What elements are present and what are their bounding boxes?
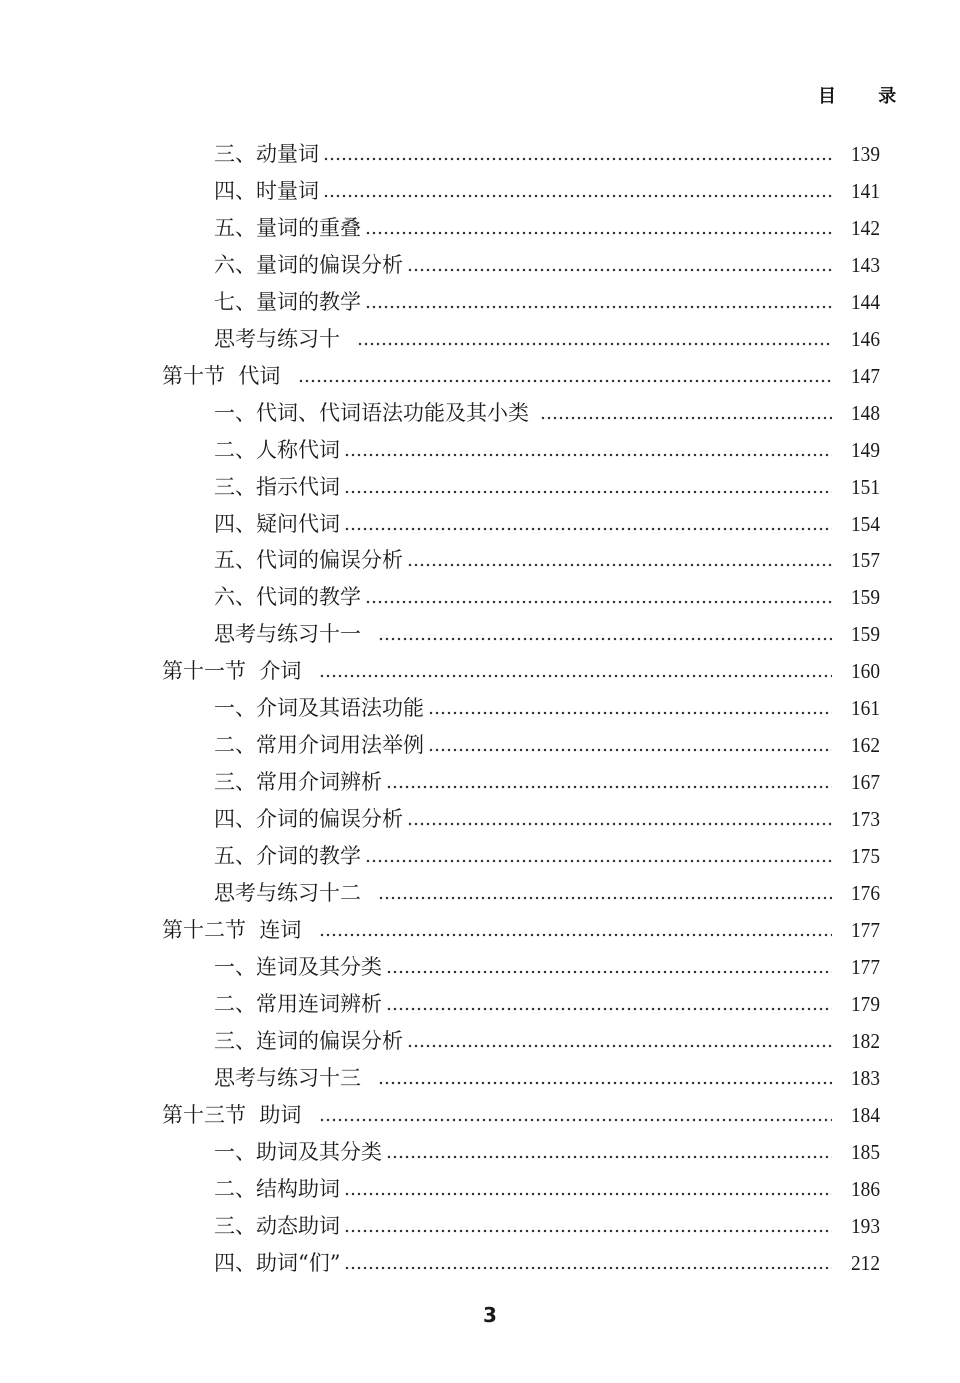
toc-entry-page: 173 — [851, 807, 880, 832]
toc-entry — [214, 617, 880, 651]
toc-entry — [214, 876, 880, 910]
toc-entry-page: 143 — [851, 252, 880, 277]
toc-entry-page: 177 — [851, 954, 880, 979]
page-number: 3 — [483, 1303, 497, 1327]
toc-entry — [214, 691, 880, 725]
dot-leader — [428, 728, 832, 762]
toc-entry — [214, 1024, 880, 1058]
dot-leader — [323, 137, 832, 171]
toc-entry-page: 175 — [851, 844, 880, 869]
toc-entry-title: 思考与练习十一 — [214, 622, 375, 647]
dot-leader — [319, 654, 832, 688]
dot-leader — [407, 802, 832, 836]
toc-entry — [214, 765, 880, 799]
toc-entry — [214, 396, 880, 430]
toc-entry-page: 139 — [851, 142, 880, 166]
dot-leader — [344, 1172, 832, 1206]
toc-entry — [214, 1246, 880, 1280]
dot-leader — [386, 987, 832, 1021]
toc-entry-page: 177 — [851, 917, 880, 942]
dot-leader — [386, 1135, 832, 1169]
dot-leader — [378, 1061, 832, 1095]
toc-entry-title: 二、常用介词用法举例 — [214, 733, 424, 758]
toc-entry-page: 186 — [851, 1176, 880, 1201]
toc-entry — [214, 322, 880, 356]
toc-entry-title: 四、助词“们” — [214, 1250, 341, 1275]
toc-entry — [214, 543, 880, 577]
dot-leader — [378, 617, 832, 651]
toc-entry-page: 185 — [851, 1139, 880, 1164]
toc-entry-title: 一、介词及其语法功能 — [214, 696, 424, 721]
toc-entry-title: 三、连词的偏误分析 — [214, 1028, 403, 1053]
toc-entry-title: 第十节 代词 — [162, 363, 294, 388]
dot-leader — [298, 359, 832, 393]
toc-entry-title: 二、结构助词 — [214, 1176, 340, 1201]
toc-entry-page: 147 — [851, 363, 880, 388]
dot-leader — [428, 691, 832, 725]
toc-entry-page: 142 — [851, 215, 880, 240]
toc-entry — [214, 728, 880, 762]
dot-leader — [365, 839, 832, 873]
dot-leader — [386, 950, 832, 984]
dot-leader — [407, 248, 832, 282]
toc-entry-title: 三、指示代词 — [214, 474, 340, 499]
dot-leader — [344, 470, 832, 504]
toc-entry — [214, 285, 880, 319]
toc-entry-title: 思考与练习十二 — [214, 881, 375, 905]
toc-entry — [214, 137, 880, 171]
toc-section-entry — [162, 654, 880, 688]
toc-entry-page: 167 — [851, 770, 880, 795]
toc-entry-page: 160 — [851, 659, 880, 684]
toc-entry-page: 146 — [851, 326, 880, 351]
dot-leader — [365, 211, 832, 245]
toc-entry-page: 159 — [851, 622, 880, 647]
toc-entry-title: 一、代词、代词语法功能及其小类 — [214, 400, 536, 425]
toc-entry-page: 184 — [851, 1102, 880, 1127]
toc-entry-title: 五、介词的教学 — [214, 844, 361, 869]
toc-entry-title: 四、时量词 — [214, 178, 319, 203]
toc-entry — [214, 580, 880, 614]
running-head-title: 目 录 — [818, 86, 915, 107]
toc-entry-page: 157 — [851, 548, 880, 573]
dot-leader — [323, 174, 832, 208]
dot-leader — [319, 1098, 832, 1132]
toc-entry-title: 三、常用介词辨析 — [214, 770, 382, 795]
toc-entry — [214, 211, 880, 245]
dot-leader — [365, 285, 832, 319]
toc-entry-title: 二、常用连词辨析 — [214, 991, 382, 1016]
toc-entry — [214, 950, 880, 984]
toc-entry-page: 149 — [851, 437, 880, 462]
toc-section-entry — [162, 359, 880, 393]
toc-entry-title: 七、量词的教学 — [214, 289, 361, 314]
toc-entry — [214, 1172, 880, 1206]
dot-leader — [319, 913, 832, 947]
dot-leader — [344, 433, 832, 467]
toc-entry — [214, 1061, 880, 1095]
dot-leader — [407, 1024, 832, 1058]
toc-entry-page: 154 — [851, 511, 880, 536]
dot-leader — [378, 876, 832, 910]
dot-leader — [386, 765, 832, 799]
toc-entry — [214, 248, 880, 282]
dot-leader — [407, 543, 832, 577]
toc-entry-page: 176 — [851, 881, 880, 905]
toc-entry — [214, 507, 880, 541]
toc-entry-page: 148 — [851, 400, 880, 425]
toc-entry-page: 141 — [851, 178, 880, 203]
toc-entry — [214, 987, 880, 1021]
dot-leader — [540, 396, 832, 430]
toc-entry-title: 三、动态助词 — [214, 1213, 340, 1238]
toc-entry-title: 思考与练习十三 — [214, 1065, 375, 1090]
toc-entry-page: 162 — [851, 733, 880, 758]
toc-entry-title: 一、助词及其分类 — [214, 1139, 382, 1164]
toc-entry-page: 182 — [851, 1028, 880, 1053]
toc-section-entry — [162, 1098, 880, 1132]
dot-leader — [365, 580, 832, 614]
toc-entry-title: 第十二节 连词 — [162, 917, 315, 942]
toc-section-entry — [162, 913, 880, 947]
toc-entry — [214, 802, 880, 836]
toc-entry — [214, 1209, 880, 1243]
toc-entry-title: 思考与练习十 — [214, 326, 354, 351]
toc-entry — [214, 433, 880, 467]
toc-entry-title: 四、介词的偏误分析 — [214, 807, 403, 832]
toc-entry — [214, 470, 880, 504]
toc-entry-page: 144 — [851, 289, 880, 314]
toc-entry-title: 第十一节 介词 — [162, 659, 315, 684]
toc-entry-title: 一、连词及其分类 — [214, 954, 382, 979]
toc-entry — [214, 1135, 880, 1169]
toc-entry-title: 六、代词的教学 — [214, 585, 361, 610]
dot-leader — [344, 1246, 832, 1280]
toc-entry-page: 151 — [851, 474, 880, 499]
toc-entry — [214, 839, 880, 873]
dot-leader — [357, 322, 832, 356]
toc-entry-title: 三、动量词 — [214, 142, 319, 166]
toc-entry-page: 193 — [851, 1213, 880, 1238]
toc-entry-title: 五、量词的重叠 — [214, 215, 361, 240]
dot-leader — [344, 507, 832, 541]
toc-entry-page: 179 — [851, 991, 880, 1016]
toc-entry-title: 二、人称代词 — [214, 437, 340, 462]
toc-entry-title: 五、代词的偏误分析 — [214, 548, 403, 573]
toc-entry-title: 六、量词的偏误分析 — [214, 252, 403, 277]
toc-entry-page: 183 — [851, 1065, 880, 1090]
dot-leader — [344, 1209, 832, 1243]
toc-entry-title: 第十三节 助词 — [162, 1102, 315, 1127]
toc-entry-page: 161 — [851, 696, 880, 721]
toc-entry-title: 四、疑问代词 — [214, 511, 340, 536]
toc-entry-page: 159 — [851, 585, 880, 610]
toc-entry-page: 212 — [851, 1250, 880, 1275]
toc-entry — [214, 174, 880, 208]
